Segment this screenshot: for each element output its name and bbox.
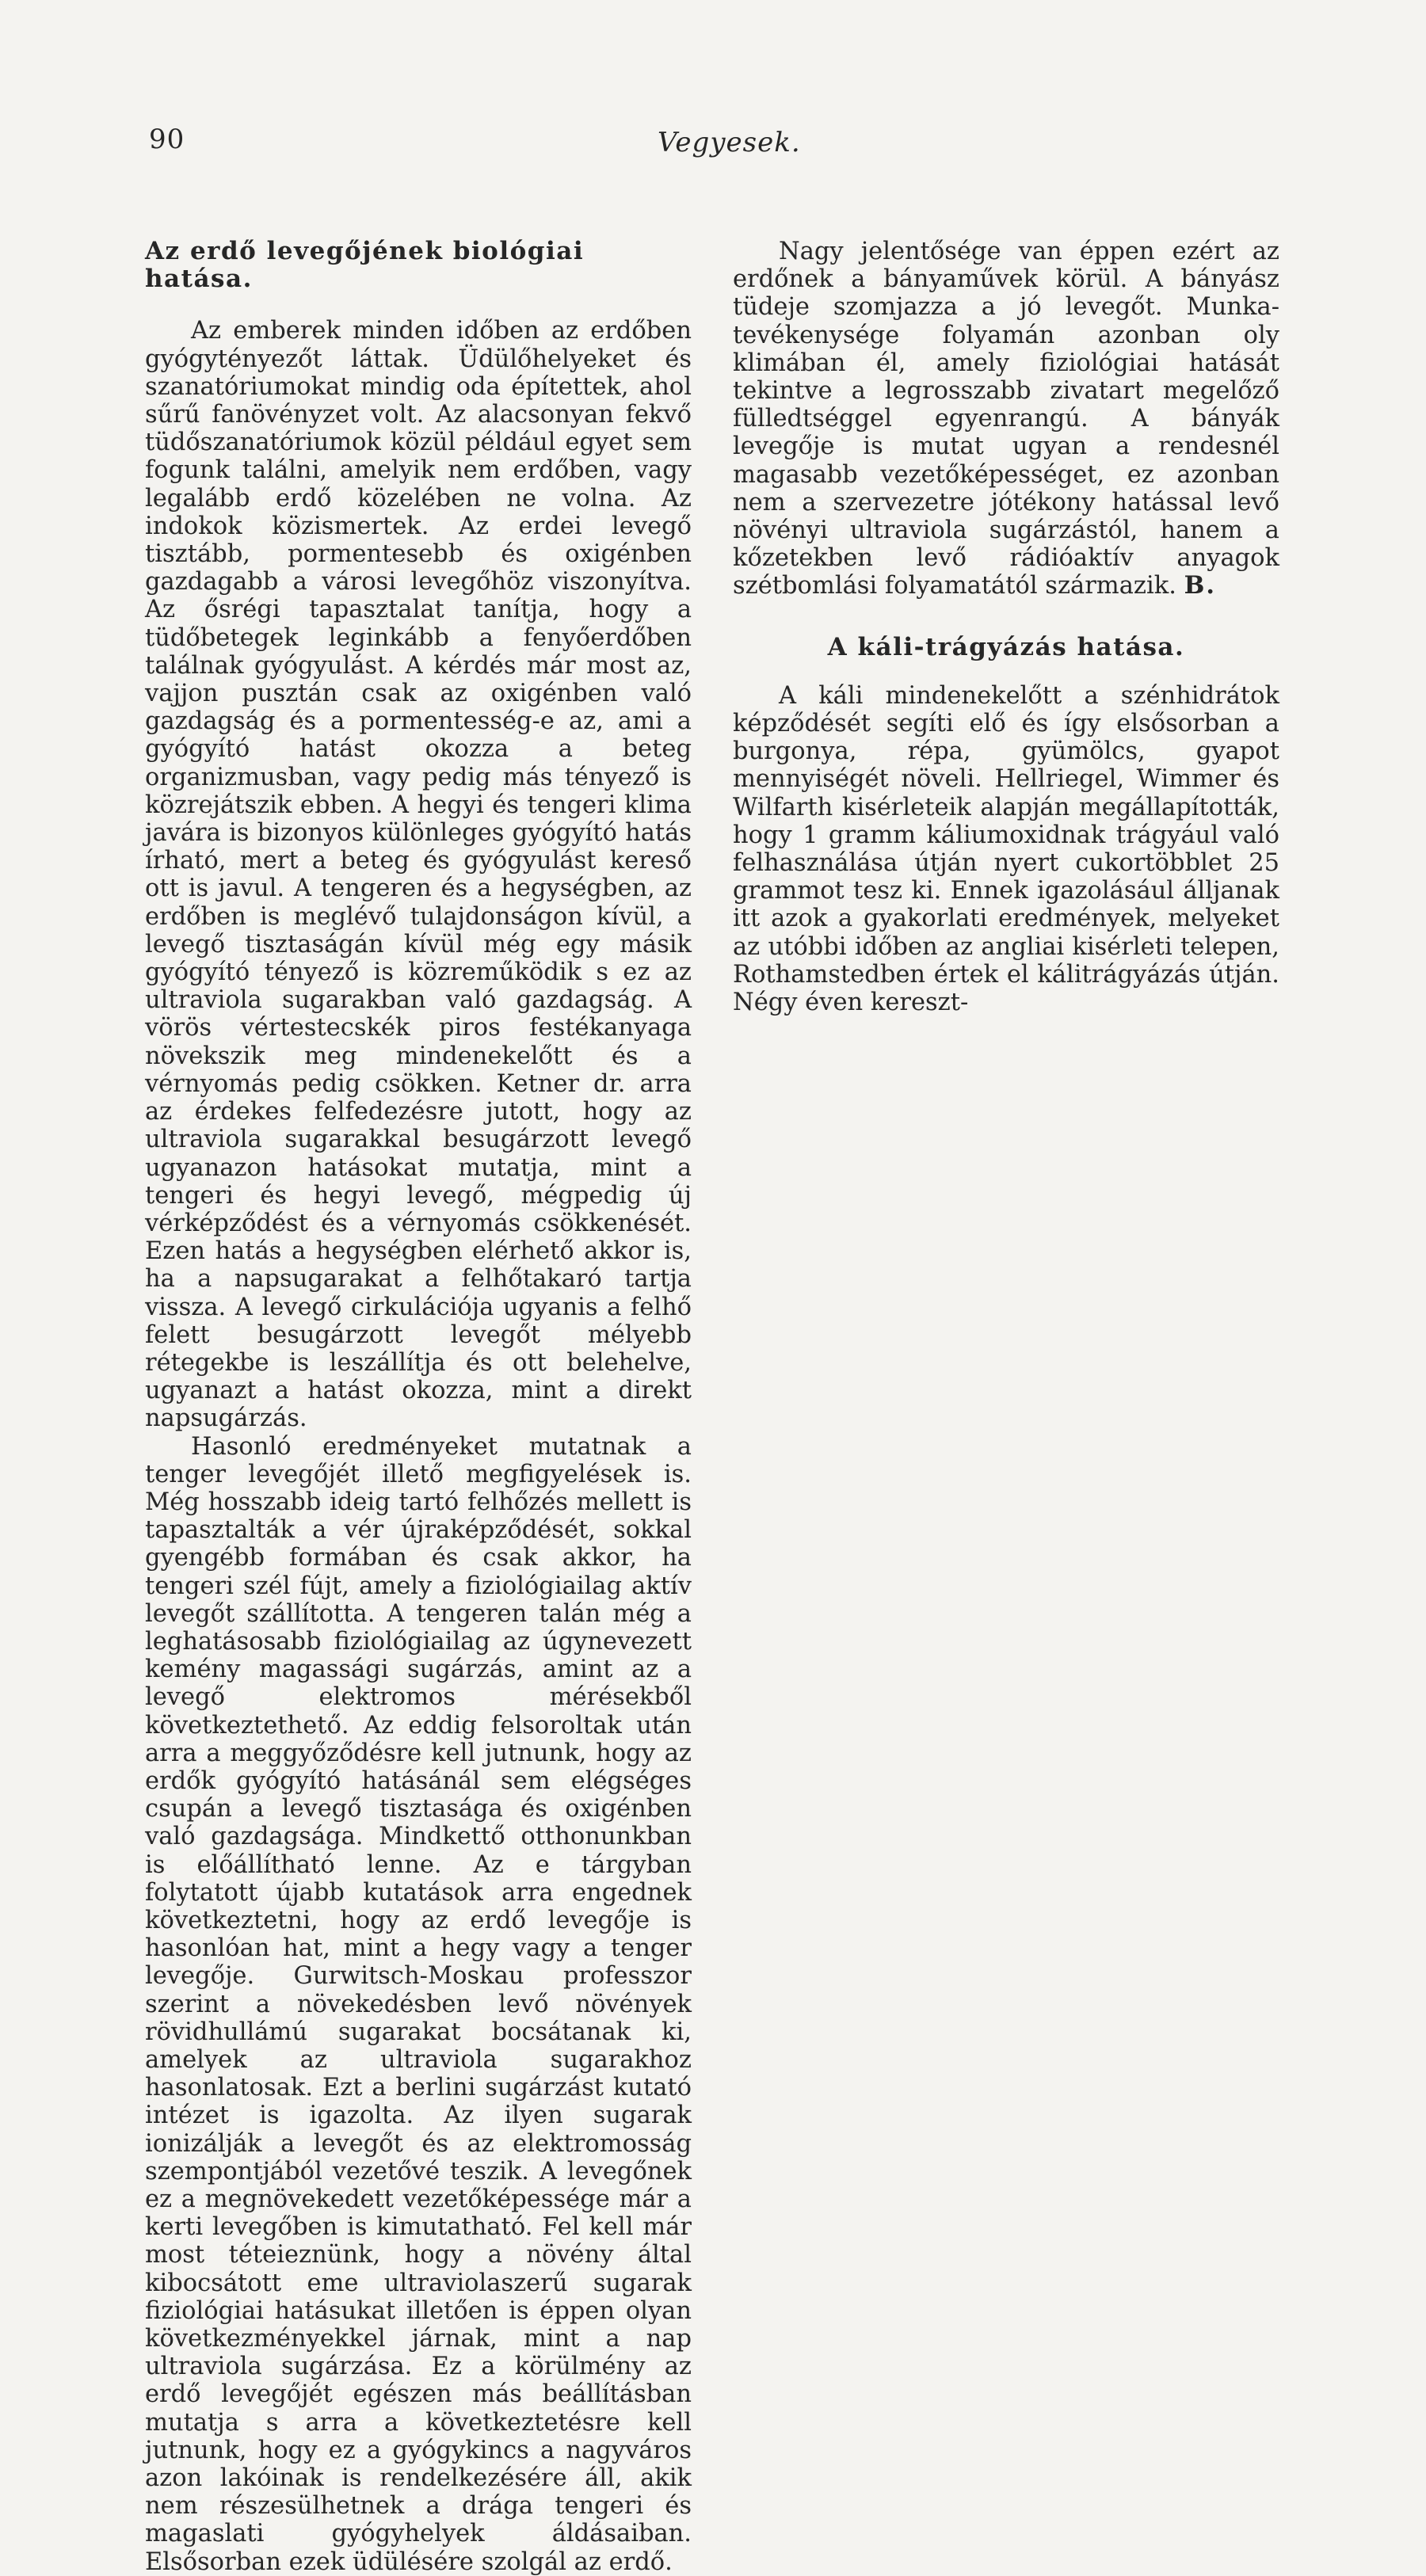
paragraph: A káli mindenekelőtt a szénhidrátok képződését segíti elő és így elsősorban a burgonya, répa, gyümölcs, gyapot mennyiségét növeli. Hellriegel, Wimmer és Wilfarth kisérleteik alapján megállapították, hogy 1 gramm káliumoxidnak trágyául való felhasználása útján nyert cukortöbblet 25 grammot tesz ki. Ennek igazolásául álljanak itt azok a gyakorlati eredmények, melyeket az utóbbi időben az angliai kisérleti telepen, Rothamstedben értek el kálitrágyázás útján. Négy éven kereszt- — [733, 681, 1279, 1017]
paragraph — [145, 1433, 692, 2576]
page-number: 90 — [149, 124, 185, 155]
article-title-potash-fertilizing: A káli-trágyázás hatása. — [827, 632, 1185, 661]
paragraph — [733, 238, 1279, 600]
article-title-forest-air: Az erdő levegőjének biológiai hatása. — [145, 237, 585, 294]
right-column — [733, 238, 1279, 1016]
running-head: Vegyesek. — [658, 127, 801, 158]
paragraph: Az emberek minden időben az erdőben gyógytényezőt láttak. Üdülőhelyeket és szanatóriumokat mindig oda építettek, ahol sűrű fanövényzet volt. Az alacsonyan fekvő tüdőszanatóriumok közül például egyet sem fogunk találni, amelyik nem erdőben, vagy legalább erdő közelében ne volna. Az indokok közismertek. Az erdei levegő tisztább, pormentesebb és oxigénben gazdagabb a városi levegőhöz viszonyítva. Az ősrégi tapasztalat tanítja, hogy a tüdőbetegek leginkább a fenyőerdőben találnak gyógyulást. A kérdés már most az, vajjon pusztán csak az oxigénben való gazdagság és a pormentesség-e az, ami a gyógyító hatást okozza a beteg organizmusban, vagy pedig más tényező is közrejátszik ebben. A hegyi és tengeri klima javára is bizonyos különleges gyógyító hatás írható, mert a beteg és gyógyulást kereső ott is javul. A tengeren és a hegységben, az erdőben is meglévő tulajdonságon kívül, a levegő tisztaságán kívül még egy másik gyógyító tényező is közreműködik s ez az ultraviola sugarakban való gazdagság. A vörös vértestecskék piros festékanyaga növekszik meg mindenekelőtt és a vérnyomás pedig csökken. Ketner dr. arra az érdekes felfedezésre jutott, hogy az ultraviola sugarakkal besugárzott levegő ugyanazon hatásokat mutatja, mint a tengeri és hegyi levegő, mégpedig új vérképződést és a vérnyomás csökkenését. Ezen hatás a hegységben elérhető akkor is, ha a napsugarakat a felhőtakaró tartja vissza. A levegő cirkulációja ugyanis a felhő felett besugárzott levegőt mélyebb rétegekbe is leszállítja és ott belehelve, ugyanazt a hatást okozza, mint a direkt napsugárzás. — [145, 317, 692, 1433]
left-column — [145, 238, 692, 2576]
author-signature: B. — [1184, 571, 1217, 600]
paragraph-text: Nagy jelentősége van éppen ezért az erdőnek a bányaművek körül. A bányász tüdeje szomjazza a jó levegőt. Munka-tevékenysége folyamán azonban oly klimában él, amely fiziológiai hatását tekintve a legrosszabb zivatart megelőző fülledtséggel egyenrangú. A bányák levegője is mutat ugyan a rendesnél magasabb vezetőképességet, ez azonban nem a szervezetre jótékony hatással levő növényi ultraviola sugárzástól, hanem a kőzetekben levő rádióaktív anyagok szétbomlási folyamatától származik. — [733, 238, 1279, 600]
paragraph-text: Hasonló eredményeket mutatnak a tenger levegőjét illető megfigyelések is. Még hosszabb ideig tartó felhőzés mellett is tapasztalták a vér újraképződését, sokkal gyengébb formában és csak akkor, ha tengeri szél fújt, amely a fiziológiailag aktív levegőt szállította. A tengeren talán még a leghatásosabb fiziológiailag az úgynevezett kemény magassági sugárzás, amint az a levegő elektromos mérésekből következtethető. Az eddig felsoroltak után arra a meggyőződésre kell jutnunk, hogy az erdők gyógyító hatásánál sem elégséges csupán a levegő tisztasága és oxigénben való gazdagsága. Mindkettő otthonunkban is előállítható lenne. Az e tárgyban folytatott újabb kutatások arra engednek következtetni, hogy az erdő levegője is hasonlóan hat, mint a hegy vagy a tenger levegője. Gurwitsch-Moskau professzor szerint a növekedésben levő növények rövidhullámú sugarakat bocsátanak ki, amelyek az ultraviola sugarakhoz hasonlatosak. Ezt a berlini sugárzást kutató intézet is igazolta. Az ilyen sugarak ionizálják a levegőt és az elektromosság szempontjából vezetővé teszik. A levegőnek ez a megnövekedett vezetőképessége már a kerti levegőben is kimutatható. Fel kell már most téteieznünk, hogy a növény által kibocsátott eme ultraviolaszerű sugarak fiziológiai hatásukat illetően is éppen olyan következményekkel járnak, mint a nap ultraviola sugárzása. Ez a körülmény az erdő levegőjét egészen más beállításban mutatja s arra a következtetésre kell jutnunk, hogy ez a gyógykincs a nagyváros azon lakóinak is rendelkezésére áll, akik nem részesülhetnek a drága tengeri és magaslati gyógyhelyek áldásaiban. Elsősorban ezek üdülésére szolgál az erdő. — [145, 1432, 692, 2576]
